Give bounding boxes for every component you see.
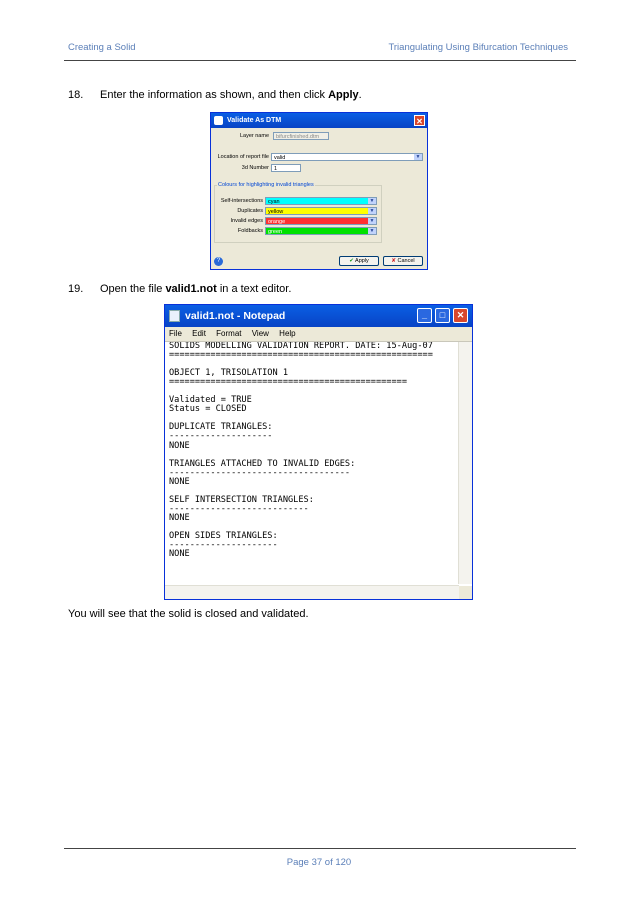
- menu-format[interactable]: Format: [216, 329, 242, 338]
- colour-value: orange: [268, 219, 286, 225]
- 3d-number-field[interactable]: 1: [271, 164, 301, 172]
- cancel-button[interactable]: [383, 256, 423, 266]
- step-number: 19.: [68, 283, 84, 295]
- colour-value: green: [268, 229, 283, 235]
- running-header-left: Creating a Solid: [68, 42, 136, 53]
- header-rule: [64, 60, 576, 61]
- validate-dialog: [210, 112, 428, 270]
- step-text-bold: Apply: [328, 89, 359, 101]
- page-number: Page 37 of 120: [286, 857, 352, 868]
- minimize-icon[interactable]: _: [417, 308, 432, 323]
- colour-label-self-intersections: Self-intersections: [220, 198, 263, 204]
- colour-select-duplicates[interactable]: [265, 207, 377, 215]
- colour-value: cyan: [268, 199, 280, 205]
- menu-view[interactable]: View: [251, 329, 269, 338]
- dialog-titlebar: [211, 113, 427, 128]
- maximize-icon[interactable]: □: [435, 308, 450, 323]
- chevron-down-icon[interactable]: ▼: [369, 208, 375, 214]
- cross-icon: ✘: [391, 258, 396, 264]
- report-file-field[interactable]: [271, 153, 423, 161]
- footer-rule: [64, 848, 576, 849]
- menu-edit[interactable]: Edit: [192, 329, 206, 338]
- closing-paragraph: You will see that the solid is closed and validated.: [68, 608, 309, 620]
- chevron-down-icon[interactable]: ▼: [369, 218, 375, 224]
- chevron-down-icon[interactable]: ▼: [369, 198, 375, 204]
- step-text-pre: Open the file: [100, 283, 166, 295]
- report-file-value: valid: [274, 155, 286, 161]
- colour-label-duplicates: Duplicates: [237, 208, 263, 214]
- notepad-text-area[interactable]: SOLIDS MODELLING VALIDATION REPORT. DATE: 15-Aug-07 =================================================== OBJECT 1, TRISOLATION 1 ============================================== Validated = TRUE Status = CLOSED DUPLICATE TRIANGLES: -------------------- NONE TRIANGLES ATTACHED TO INVALID EDGES: ----------------------------------- NONE SELF INTERSECTION TRIANGLES: --------------------------- NONE OPEN SIDES TRIANGLES: --------------------- NONE: [169, 342, 433, 560]
- help-icon[interactable]: ?: [214, 257, 223, 266]
- menu-file[interactable]: File: [169, 329, 182, 338]
- menu-bar: [165, 327, 472, 342]
- cancel-label: Cancel: [397, 258, 415, 264]
- chevron-down-icon[interactable]: ▼: [369, 228, 375, 234]
- step-text-post: .: [358, 89, 362, 101]
- dialog-title: Validate As DTM: [227, 117, 282, 124]
- notepad-icon: [169, 310, 180, 322]
- horizontal-scrollbar[interactable]: [165, 585, 459, 599]
- size-grip[interactable]: [459, 586, 472, 599]
- layer-name-field[interactable]: bifurcfinished.dtm: [273, 132, 329, 140]
- notepad-title: valid1.not - Notepad: [185, 310, 286, 322]
- close-icon[interactable]: ✕: [453, 308, 468, 323]
- chevron-down-icon[interactable]: ▼: [415, 154, 421, 160]
- step-text: [100, 283, 291, 295]
- colours-group-title: Colours for highlighting invalid triangles: [218, 182, 314, 188]
- apply-button[interactable]: [339, 256, 379, 266]
- colour-label-invalid-edges: Invalid edges: [230, 218, 263, 224]
- colour-select-foldbacks[interactable]: [265, 227, 377, 235]
- close-icon[interactable]: ✕: [414, 115, 425, 126]
- app-icon: [214, 116, 223, 125]
- check-icon: ✔: [349, 258, 354, 264]
- notepad-titlebar: [165, 305, 472, 327]
- menu-help[interactable]: Help: [279, 329, 296, 338]
- running-header-right: Triangulating Using Bifurcation Techniques: [388, 42, 568, 53]
- notepad-window: [164, 304, 473, 600]
- step-text-post: in a text editor.: [216, 283, 292, 295]
- step-number: 18.: [68, 89, 84, 101]
- report-label: Location of report file: [217, 154, 269, 160]
- colour-select-invalid-edges[interactable]: [265, 217, 377, 225]
- vertical-scrollbar[interactable]: [458, 342, 472, 584]
- step-text-pre: Enter the information as shown, and then click: [100, 89, 329, 101]
- step-text: [100, 89, 362, 101]
- number-label: 3d Number: [241, 165, 269, 171]
- colour-label-foldbacks: Foldbacks: [237, 228, 263, 234]
- colour-select-self-intersections[interactable]: [265, 197, 377, 205]
- apply-label: Apply: [355, 258, 369, 264]
- layer-label: Layer name: [239, 133, 269, 139]
- colour-value: yellow: [268, 209, 284, 215]
- step-text-bold: valid1.not: [165, 283, 217, 295]
